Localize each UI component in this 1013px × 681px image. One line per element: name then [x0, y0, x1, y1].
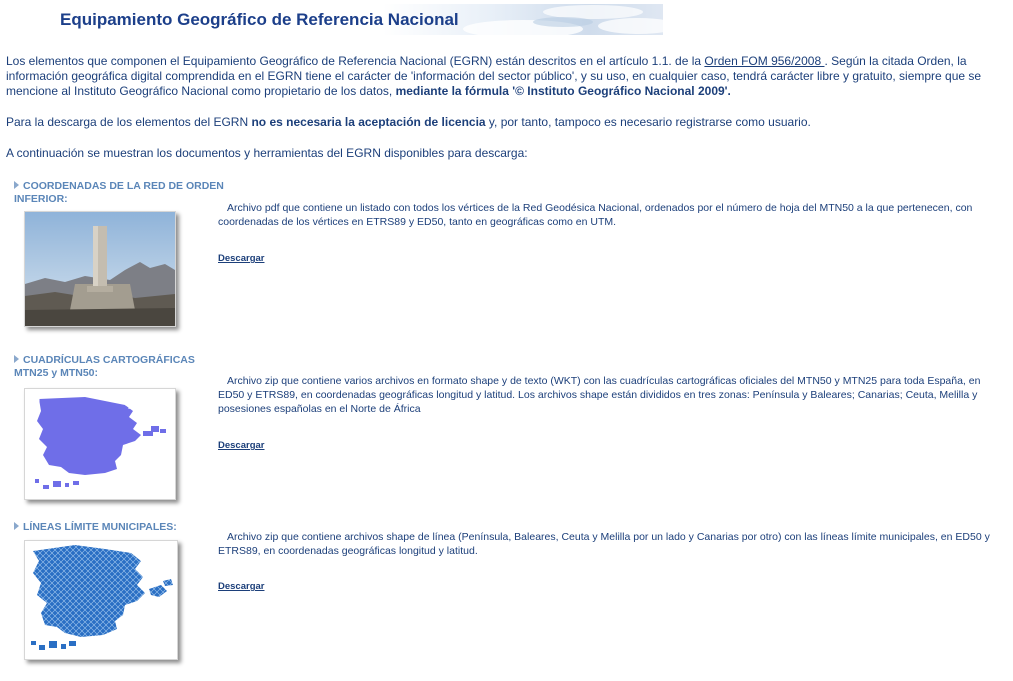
download-lineas-limite-link[interactable]: Descargar: [218, 581, 265, 592]
intro-text: Para la descarga de los elementos del EGRN: [6, 115, 252, 129]
arrow-right-icon: [14, 181, 19, 189]
mtn-grid-map-image: [25, 389, 175, 499]
intro-text: Los elementos que componen el Equipamiento Geográfico de Referencia Nacional (EGRN) están descritos en el artículo 1.1. de la: [6, 54, 705, 68]
intro-paragraph-2: [6, 115, 1006, 130]
section-title-text: COORDENADAS DE LA RED DE ORDEN INFERIOR:: [14, 180, 224, 205]
section-lineas-limite: [14, 521, 1004, 671]
geodesic-vertex-photo: [24, 211, 176, 327]
download-cuadriculas-link[interactable]: Descargar: [218, 440, 265, 451]
section-title: [14, 180, 224, 206]
intro-paragraph-1: [6, 54, 1006, 99]
municipal-limits-thumbnail: [24, 540, 178, 660]
municipal-limits-map-image: [25, 541, 177, 659]
arrow-right-icon: [14, 522, 19, 530]
intro-bold-text: mediante la fórmula '© Instituto Geográfico Nacional 2009'.: [395, 84, 731, 98]
section-title-text: CUADRÍCULAS CARTOGRÁFICAS MTN25 y MTN50:: [14, 354, 195, 379]
section-description: Archivo zip que contiene varios archivos en formato shape y de texto (WKT) con las cuadrículas cartográficas oficiales del MTN50 y MTN25 para toda España, en ED50 y ETRS89, en coordenadas geográficas longitud y latitud. Los archivos shape están divididos en tres zonas: Península y Baleares; Canarias; Ceuta, Melilla y posesiones españolas en el Norte de África: [218, 375, 981, 415]
section-description: Archivo pdf que contiene un listado con todos los vértices de la Red Geodésica Nacional, ordenados por el número de hoja del MTN50 a la que pertenecen, con coordenadas de los vértices en ETRS89 y ED50, tanto en geográficas como en UTM.: [218, 202, 973, 228]
section-title-text: LÍNEAS LÍMITE MUNICIPALES:: [23, 521, 177, 533]
sky-clouds-decoration: [463, 4, 663, 35]
intro-paragraph-3: A continuación se muestran los documentos y herramientas del EGRN disponibles para descarga:: [6, 146, 528, 160]
geodesic-vertex-image: [25, 212, 175, 326]
header-banner: [40, 4, 663, 35]
intro-text: y, por tanto, tampoco es necesario registrarse como usuario.: [485, 115, 811, 129]
intro-bold-text: no es necesaria la aceptación de licencia: [251, 115, 486, 129]
section-title: [14, 354, 224, 380]
arrow-right-icon: [14, 355, 19, 363]
intro-text: . Según la citada Orden, la información geográfica digital comprendida en el EGRN tiene el carácter de 'información del sector público', y su uso, en cualquier caso, tendrá carácter libre y gratuito, siempre que se mencione al Instituto Geográfico Nacional como propietario de los datos,: [6, 54, 982, 98]
section-coordenadas: [14, 180, 1004, 330]
page-title: Equipamiento Geográfico de Referencia Nacional: [60, 10, 459, 29]
section-cuadriculas: [14, 354, 1004, 504]
section-title: [14, 521, 224, 534]
download-coordenadas-link[interactable]: Descargar: [218, 253, 265, 264]
orden-fom-link[interactable]: Orden FOM 956/2008: [704, 54, 825, 68]
section-description: Archivo zip que contiene archivos shape de línea (Península, Baleares, Ceuta y Melilla por un lado y Canarias por otro) con las líneas límite municipales, en ED50 y ETRS89, en coordenadas geográficas longitud y latitud.: [218, 531, 990, 557]
grid-map-thumbnail: [24, 388, 176, 500]
